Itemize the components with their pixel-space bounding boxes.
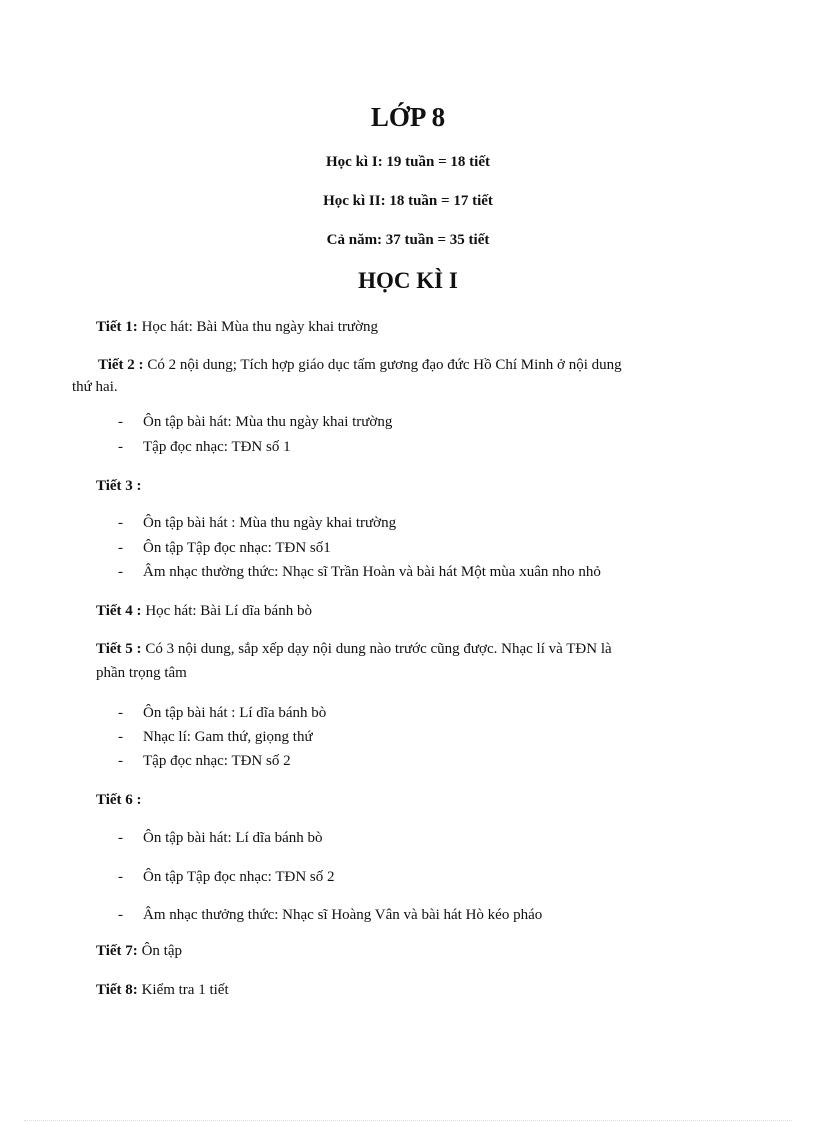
semester-2-row: Học kì II: 18 tuần = 17 tiết [323,193,493,209]
list-item [118,414,392,431]
lesson-8-label: Tiết 8: [96,982,138,998]
lesson-2-text: Có 2 nội dung; Tích hợp giáo dục tấm gương đạo đức Hồ Chí Minh ở nội dung [143,357,622,373]
list-item-text: Ôn tập Tập đọc nhạc: TĐN số1 [143,540,331,556]
list-item [118,515,396,532]
list-item-text: Nhạc lí: Gam thứ, giọng thứ [143,729,313,745]
page-title: LỚP 8 [370,102,446,132]
lesson-8-text: Kiểm tra 1 tiết [137,982,229,998]
lesson-1-text: Học hát: Bài Mùa thu ngày khai trường [137,319,378,335]
list-item [118,830,323,847]
lesson-2 [98,357,622,374]
lesson-5-label: Tiết 5 : [96,641,142,657]
bullet-dash: - [118,515,123,531]
bullet-dash: - [118,729,123,745]
lesson-3-label: Tiết 3 : [96,478,142,494]
bullet-dash: - [118,439,123,455]
list-item [118,540,331,557]
lesson-2-label: Tiết 2 : [98,357,144,373]
list-item-text: Âm nhạc thưởng thức: Nhạc sĩ Hoàng Vân và bài hát Hò kéo pháo [143,907,543,923]
list-item-text: Ôn tập bài hát : Mùa thu ngày khai trường [143,515,397,531]
lesson-6-label: Tiết 6 : [96,792,142,808]
lesson-7 [96,943,182,960]
lesson-1-label: Tiết 1: [96,319,138,335]
bullet-dash: - [118,414,123,430]
lesson-2-text-cont: thứ hai. [72,379,118,395]
lesson-8 [96,982,229,999]
lesson-4 [96,603,312,620]
lesson-4-label: Tiết 4 : [96,603,142,619]
page-bottom-divider [24,1120,792,1121]
lesson-7-text: Ôn tập [137,943,182,959]
list-item-text: Ôn tập Tập đọc nhạc: TĐN số 2 [143,869,335,885]
list-item [118,729,313,746]
bullet-dash: - [118,564,123,580]
list-item [118,869,335,886]
bullet-dash: - [118,705,123,721]
lesson-5-text: Có 3 nội dung, sắp xếp dạy nội dung nào trước cũng được. Nhạc lí và TĐN là [141,641,612,657]
lesson-4-text: Học hát: Bài Lí dĩa bánh bò [141,603,312,619]
list-item [118,564,601,581]
list-item-text: Ôn tập bài hát : Lí dĩa bánh bò [143,705,327,721]
full-year-row: Cả năm: 37 tuần = 35 tiết [326,232,490,248]
list-item [118,705,326,722]
bullet-dash: - [118,830,123,846]
lesson-5-text-cont: phần trọng tâm [96,665,187,681]
bullet-dash: - [118,753,123,769]
list-item-text: Tập đọc nhạc: TĐN số 2 [143,753,291,769]
list-item [118,907,542,924]
lesson-7-label: Tiết 7: [96,943,138,959]
list-item-text: Ôn tập bài hát: Lí dĩa bánh bò [143,830,323,846]
lesson-5 [96,641,612,658]
bullet-dash: - [118,869,123,885]
bullet-dash: - [118,540,123,556]
list-item-text: Âm nhạc thường thức: Nhạc sĩ Trần Hoàn và bài hát Một mùa xuân nho nhỏ [143,564,601,580]
lesson-3 [96,478,142,495]
list-item [118,753,291,770]
lesson-1 [96,319,378,336]
section-title: HỌC KÌ I [358,268,458,293]
list-item-text: Ôn tập bài hát: Mùa thu ngày khai trường [143,414,393,430]
semester-1-row: Học kì I: 19 tuần = 18 tiết [326,154,490,170]
bullet-dash: - [118,907,123,923]
list-item [118,439,291,456]
lesson-6 [96,792,142,809]
list-item-text: Tập đọc nhạc: TĐN số 1 [143,439,291,455]
